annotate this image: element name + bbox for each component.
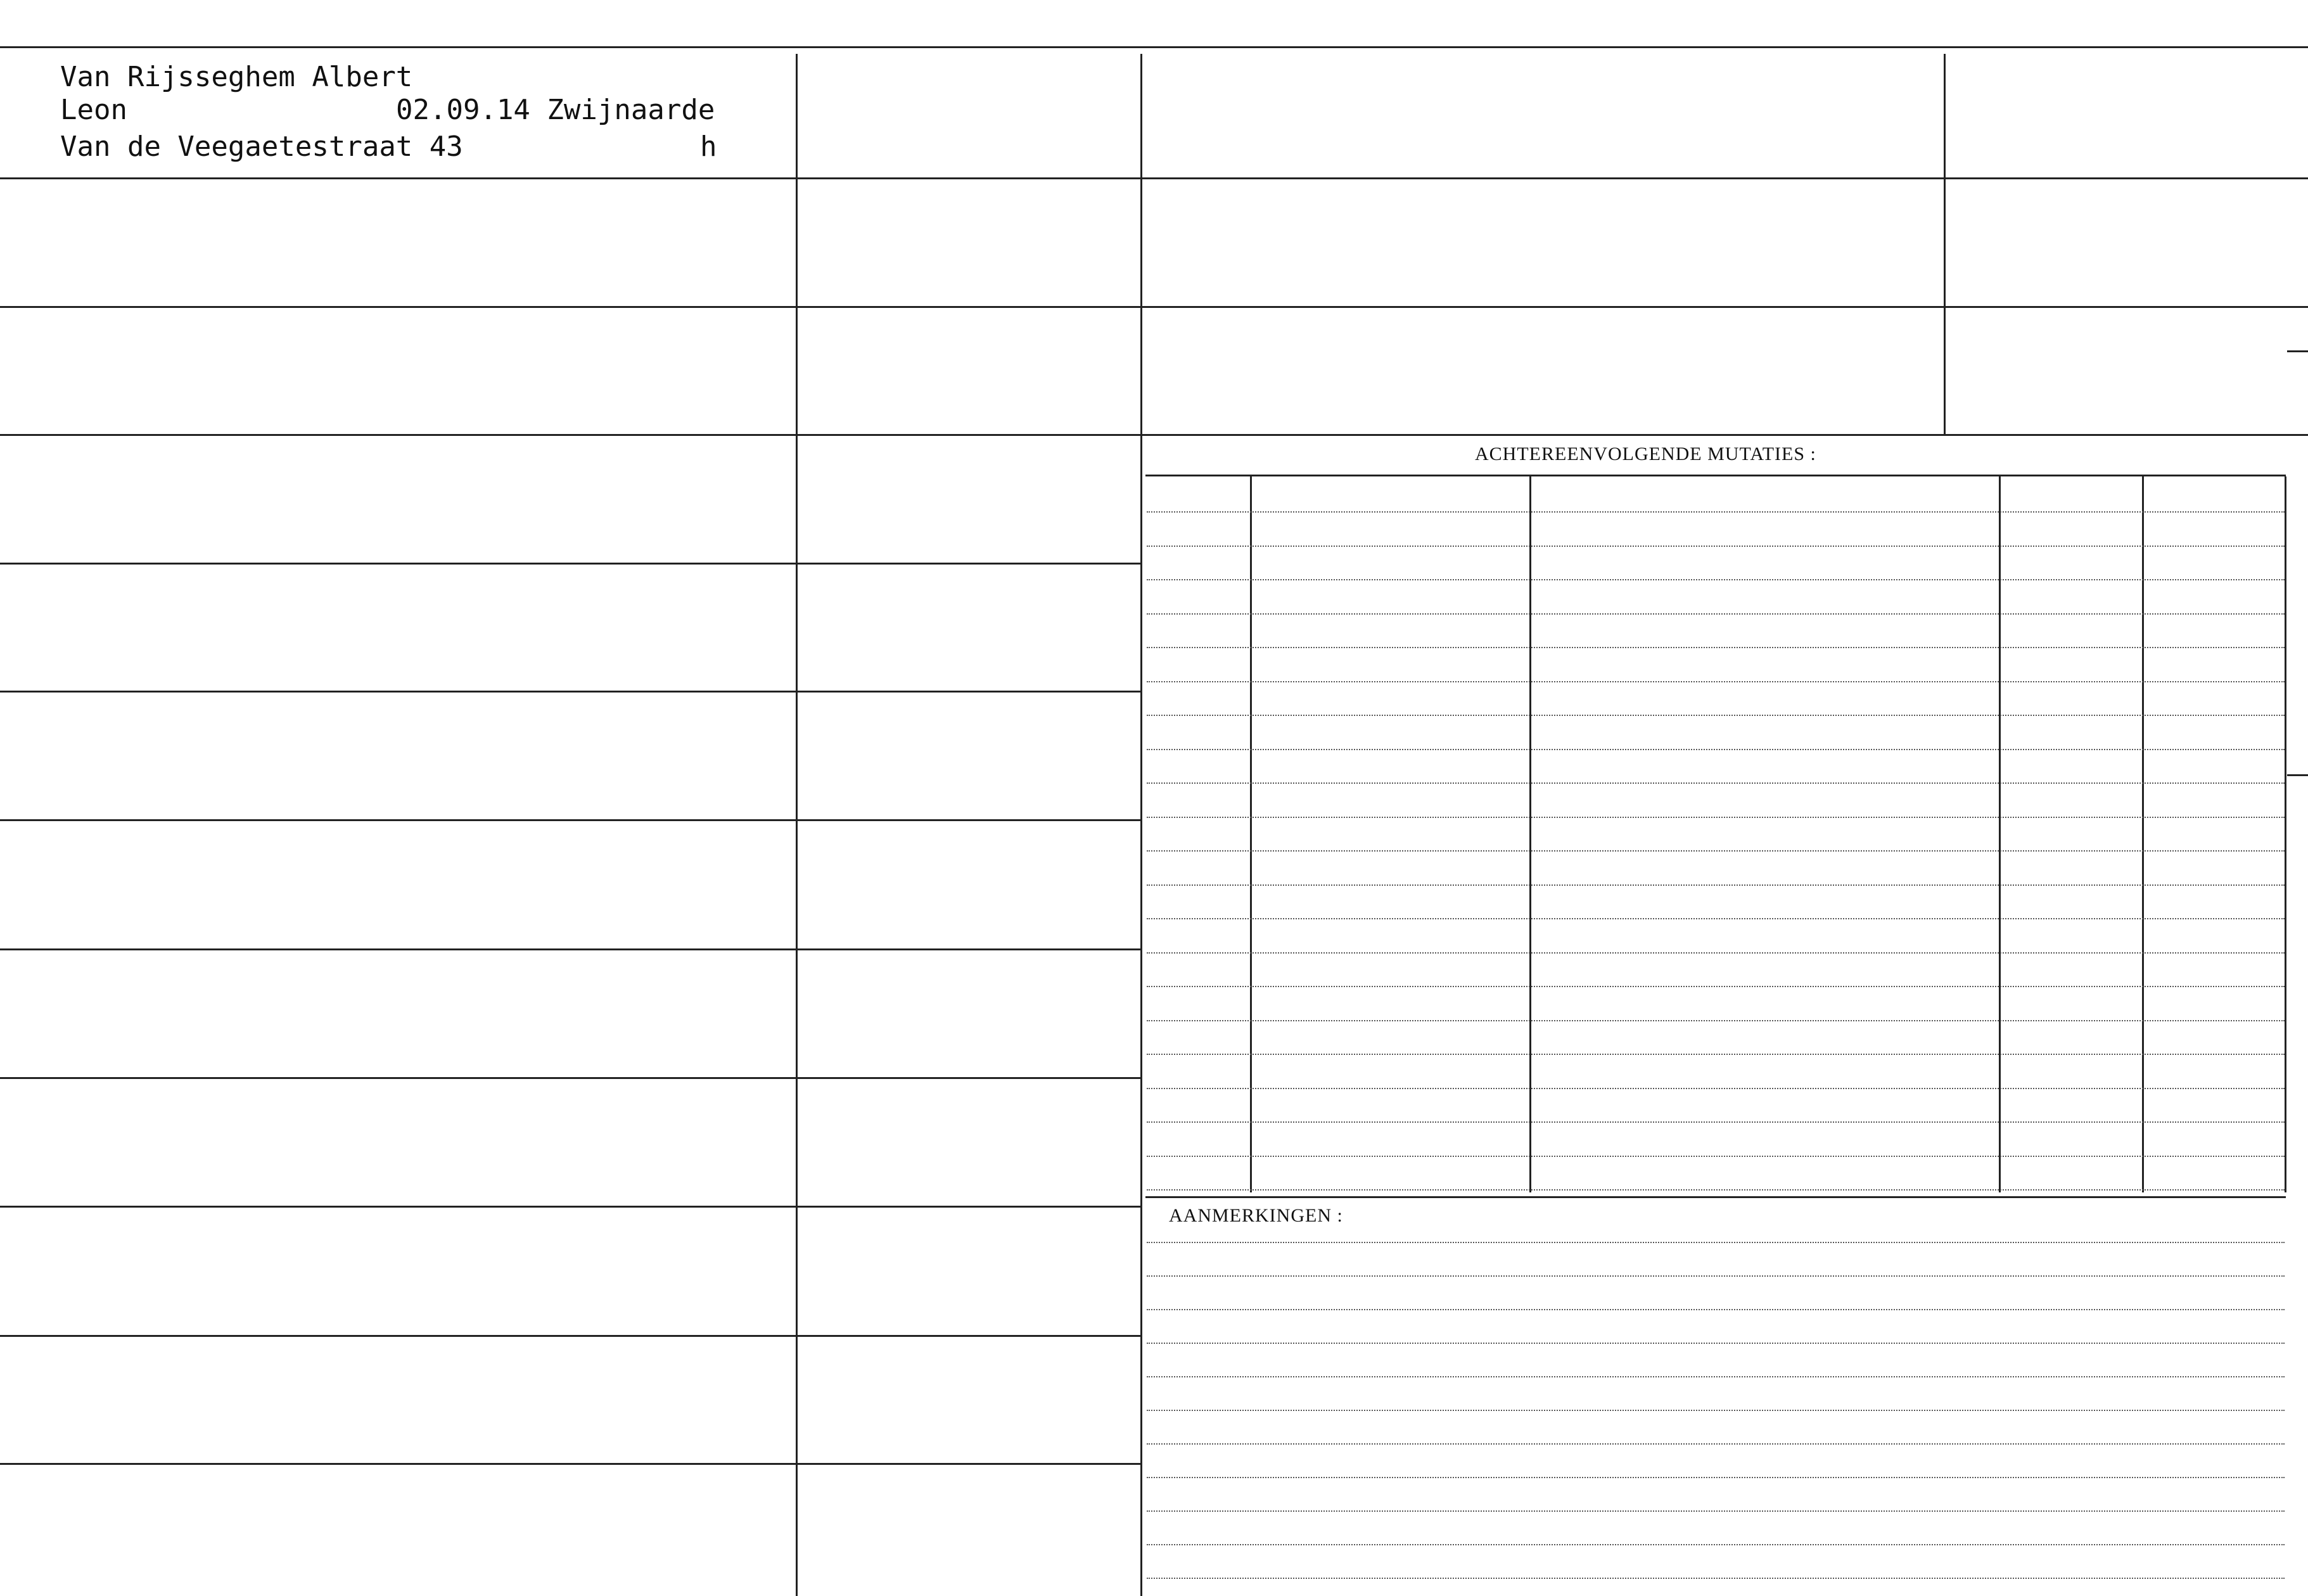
mutations-col-divider <box>1529 476 1531 1192</box>
remarks-heading: AANMERKINGEN : <box>1169 1205 1343 1226</box>
left-row-line <box>0 1463 1140 1465</box>
mutation-row-line <box>1147 579 2285 580</box>
address: Van de Veegaetestraat 43 <box>60 131 463 163</box>
right-row-line <box>1140 306 2308 308</box>
first-name: Leon <box>60 94 127 126</box>
mark-letter: h <box>700 131 717 163</box>
mutation-row-line <box>1147 647 2285 648</box>
mutations-col-divider <box>1999 476 2001 1192</box>
mutations-table-bottom <box>1145 1196 2286 1198</box>
mutation-row-line <box>1147 511 2285 513</box>
remark-row-line <box>1147 1275 2285 1277</box>
mutation-row-line <box>1147 1088 2285 1089</box>
left-row-line <box>0 306 1140 308</box>
edge-tick <box>2287 350 2308 352</box>
left-row-line <box>0 434 1140 436</box>
mutations-col-divider <box>2142 476 2144 1192</box>
mutations-col-divider <box>1250 476 1252 1192</box>
left-row-line <box>0 177 1140 179</box>
left-row-line <box>0 1335 1140 1337</box>
mutation-row-line <box>1147 884 2285 886</box>
remark-row-line <box>1147 1242 2285 1243</box>
remark-row-line <box>1147 1410 2285 1411</box>
top-border <box>0 46 2308 48</box>
right-row-line <box>1140 434 2308 436</box>
mutation-row-line <box>1147 817 2285 818</box>
mutation-row-line <box>1147 782 2285 784</box>
mutation-row-line <box>1147 681 2285 682</box>
remark-row-line <box>1147 1376 2285 1377</box>
remark-row-line <box>1147 1309 2285 1310</box>
left-row-line <box>0 1206 1140 1208</box>
mutation-row-line <box>1147 749 2285 750</box>
right-row-line <box>1140 177 2308 179</box>
mutation-row-line <box>1147 850 2285 852</box>
column-divider-1 <box>796 54 798 1596</box>
mutation-row-line <box>1147 1189 2285 1191</box>
mutation-row-line <box>1147 1054 2285 1055</box>
name-line: Van Rijsseghem Albert <box>60 61 413 93</box>
remark-row-line <box>1147 1544 2285 1545</box>
remark-row-line <box>1147 1578 2285 1579</box>
remark-row-line <box>1147 1510 2285 1512</box>
mutation-row-line <box>1147 613 2285 615</box>
mutation-row-line <box>1147 986 2285 987</box>
mutation-row-line <box>1147 918 2285 919</box>
left-row-line <box>0 948 1140 950</box>
column-divider-2 <box>1140 54 1142 1596</box>
edge-tick <box>2287 774 2308 776</box>
remark-row-line <box>1147 1343 2285 1344</box>
mutation-row-line <box>1147 546 2285 547</box>
mutation-row-line <box>1147 1020 2285 1021</box>
remark-row-line <box>1147 1477 2285 1478</box>
left-row-line <box>0 1077 1140 1079</box>
column-divider-3 <box>1944 54 1946 434</box>
left-row-line <box>0 819 1140 821</box>
left-row-line <box>0 563 1140 565</box>
mutations-col-divider <box>2285 476 2286 1192</box>
mutations-heading: ACHTEREENVOLGENDE MUTATIES : <box>1475 444 1816 464</box>
mutation-row-line <box>1147 1156 2285 1157</box>
birth-date-place: 02.09.14 Zwijnaarde <box>396 94 715 126</box>
left-row-line <box>0 691 1140 693</box>
remark-row-line <box>1147 1443 2285 1445</box>
mutation-row-line <box>1147 1121 2285 1123</box>
mutation-row-line <box>1147 715 2285 716</box>
mutation-row-line <box>1147 952 2285 954</box>
mutations-table-top <box>1145 475 2286 476</box>
